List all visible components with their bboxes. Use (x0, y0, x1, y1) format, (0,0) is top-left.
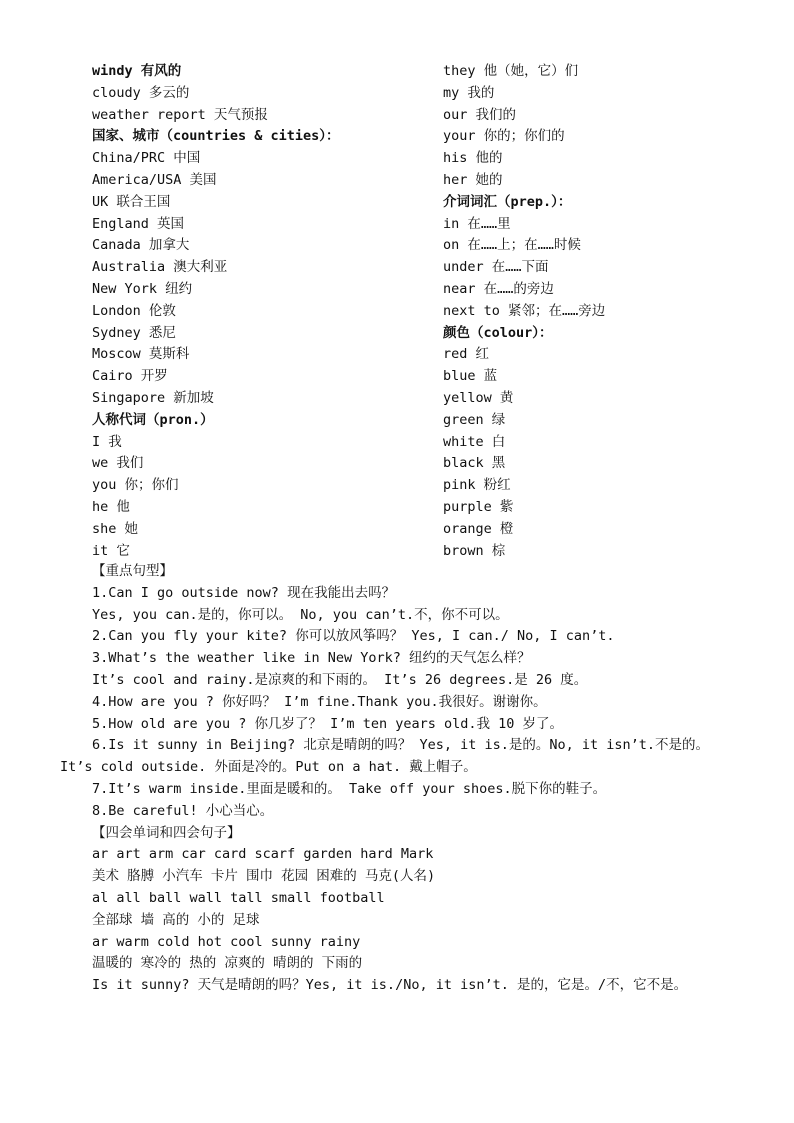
vocab-line: near 在……的旁边 (443, 280, 554, 297)
sentence-line: 1.Can I go outside now? 现在我能出去吗？ (92, 584, 396, 601)
vocab-line: my 我的 (443, 84, 495, 101)
section-heading-pronouns: 人称代词（pron.） (92, 411, 214, 428)
vocab-line: you 你；你们 (92, 477, 179, 494)
vocab-line: pink 粉红 (443, 477, 511, 494)
vocab-line: her 她的 (443, 171, 503, 188)
vocab-line: on 在……上；在……时候 (443, 237, 581, 254)
vocab-line: New York 纽约 (92, 280, 193, 297)
left-vocabulary-column (92, 61, 422, 562)
vocab-line: England 英国 (92, 215, 185, 232)
section-heading-four-skills: 【四会单词和四会句子】 (92, 824, 241, 841)
sentence-line: 5.How old are you ? 你几岁了？ I’m ten years old.我 10 岁了。 (92, 715, 563, 732)
vocab-line: black 黑 (443, 455, 506, 472)
sentence-line: It’s cool and rainy.是凉爽的和下雨的。 It’s 26 degrees.是 26 度。 (92, 671, 588, 688)
vocab-line: Sydney 悉尼 (92, 324, 176, 341)
word-list-line: 温暖的 寒冷的 热的 凉爽的 晴朗的 下雨的 (92, 955, 363, 972)
vocab-line: our 我们的 (443, 106, 517, 123)
sentence-line: 8.Be careful! 小心当心。 (92, 802, 274, 819)
vocab-line: weather report 天气预报 (92, 106, 268, 123)
vocab-line: Cairo 开罗 (92, 368, 168, 385)
vocab-line: his 他的 (443, 150, 503, 167)
vocab-line: blue 蓝 (443, 368, 498, 385)
sentence-line: 6.Is it sunny in Beijing? 北京是晴朗的吗？ Yes, it is.是的。No, it isn’t.不是的。 (92, 737, 710, 754)
section-heading-key-sentences: 【重点句型】 (92, 563, 173, 579)
vocab-line: white 白 (443, 433, 506, 450)
vocab-line: red 红 (443, 346, 490, 363)
vocab-line: London 伦敦 (92, 302, 176, 319)
vocab-line: they 他（她，它）们 (443, 63, 579, 79)
sentence-line: Is it sunny? 天气是晴朗的吗？Yes, it is./No, it isn’t. 是的，它是。/不，它不是。 (92, 977, 688, 994)
vocab-line: we 我们 (92, 455, 144, 472)
vocab-line: Singapore 新加坡 (92, 389, 214, 406)
vocab-line: cloudy 多云的 (92, 84, 190, 101)
vocab-line: your 你的；你们的 (443, 128, 565, 145)
sentence-line: 3.What’s the weather like in New York? 纽约的天气怎么样？ (92, 650, 531, 667)
word-list-line: ar warm cold hot cool sunny rainy (92, 933, 361, 950)
section-heading-countries: 国家、城市（countries & cities）： (92, 128, 340, 145)
vocab-line: I 我 (92, 433, 122, 450)
word-list-line: al all ball wall tall small football (92, 889, 385, 906)
right-vocabulary-column (443, 61, 773, 562)
sentence-line: Yes, you can.是的，你可以。 No, you can’t.不，你不可以。 (92, 606, 509, 623)
word-list-line: 美术 胳膊 小汽车 卡片 围巾 花园 困难的 马克(人名) (92, 868, 436, 885)
vocab-line: Canada 加拿大 (92, 237, 190, 254)
key-sentences-section (60, 561, 780, 997)
vocab-line: under 在……下面 (443, 259, 549, 276)
vocab-line: America/USA 美国 (92, 171, 217, 188)
section-heading-prepositions: 介词词汇（prep.）： (443, 193, 572, 210)
vocab-line: brown 棕 (443, 542, 506, 559)
vocab-line: Moscow 莫斯科 (92, 346, 190, 363)
vocab-line: it 它 (92, 542, 130, 559)
vocab-line: next to 紧邻；在……旁边 (443, 302, 606, 319)
word-list-line: 全部球 墙 高的 小的 足球 (92, 911, 260, 928)
vocab-line: green 绿 (443, 411, 506, 428)
vocab-line: China/PRC 中国 (92, 150, 201, 167)
vocab-line: yellow 黄 (443, 389, 514, 406)
vocab-line: she 她 (92, 520, 139, 537)
word-list-line: ar art arm car card scarf garden hard Mark (92, 846, 434, 863)
vocab-line: orange 橙 (443, 520, 514, 537)
sentence-line: 4.How are you ? 你好吗？ I’m fine.Thank you.我很好。谢谢你。 (92, 693, 547, 710)
vocab-line: UK 联合王国 (92, 193, 171, 210)
vocab-line: in 在……里 (443, 215, 511, 232)
vocab-line: Australia 澳大利亚 (92, 259, 228, 276)
sentence-line: 7.It’s warm inside.里面是暖和的。 Take off your shoes.脱下你的鞋子。 (92, 780, 607, 797)
vocab-line: windy 有风的 (92, 63, 182, 79)
vocab-line: he 他 (92, 498, 130, 515)
sentence-line: It’s cold outside. 外面是冷的。Put on a hat. 戴上帽子。 (60, 759, 477, 776)
section-heading-colours: 颜色（colour）： (443, 324, 553, 341)
sentence-line: 2.Can you fly your kite? 你可以放风筝吗？ Yes, I can./ No, I can’t. (92, 628, 615, 645)
vocab-line: purple 紫 (443, 498, 514, 515)
